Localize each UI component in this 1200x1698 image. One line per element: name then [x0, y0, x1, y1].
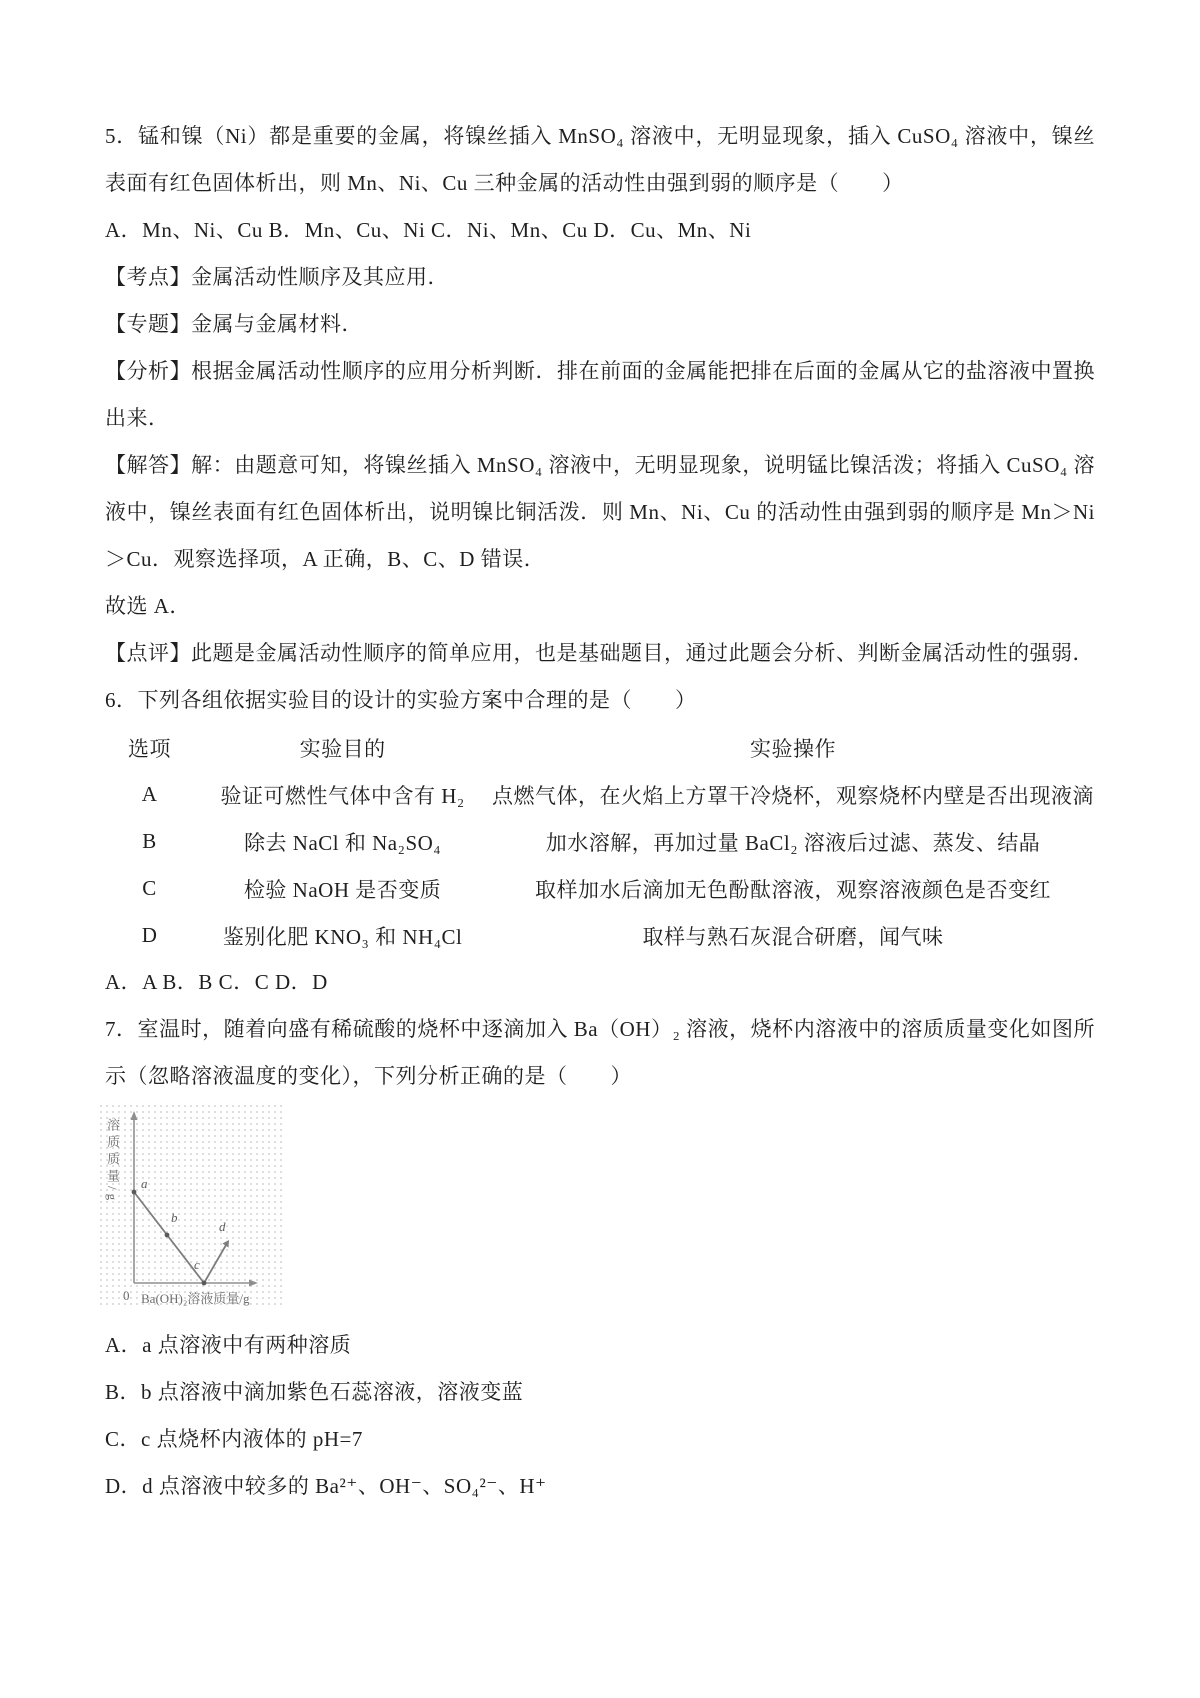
- chart-point-a-label: a: [141, 1176, 148, 1191]
- chart-origin-label: 0: [123, 1288, 130, 1303]
- chart-y-axis-label: 溶质质量/g: [105, 1118, 120, 1205]
- q6-experiment-table: [105, 724, 1095, 959]
- table-cell-operation: 加水溶解，再加过量 BaCl₂ 溶液后过滤、蒸发、结晶: [545, 830, 1041, 855]
- q7-stem: 7．室温时，随着向盛有稀硫酸的烧杯中逐滴加入 Ba（OH）₂ 溶液，烧杯内溶液中的溶质质量变化如图所示（忽略溶液温度的变化），下列分析正确的是（ ）: [105, 1017, 1095, 1088]
- table-cell-operation: 取样加水后滴加无色酚酞溶液，观察溶液颜色是否变红: [535, 877, 1052, 902]
- table-cell-goal: 鉴别化肥 KNO₃ 和 NH₄Cl: [222, 924, 463, 949]
- q5-fenxi: 【分析】根据金属活动性顺序的应用分析判断．排在前面的金属能把排在后面的金属从它的盐溶液中置换出来．: [105, 359, 1095, 430]
- table-cell-goal: 除去 NaCl 和 Na₂SO₄: [244, 830, 442, 855]
- table-cell-option: A: [141, 782, 158, 806]
- table-cell-operation: 取样与熟石灰混合研磨，闻气味: [642, 924, 944, 949]
- table-cell-goal: 验证可燃性气体中含有 H₂: [220, 783, 465, 808]
- q7-option-d: D．d 点溶液中较多的 Ba²⁺、OH⁻、SO₄²⁻、H⁺: [105, 1474, 547, 1498]
- table-cell-operation: 点燃气体，在火焰上方罩干冷烧杯，观察烧杯内壁是否出现液滴: [492, 783, 1095, 808]
- q5-guxuan: 故选 A．: [105, 594, 191, 618]
- table-cell-goal: 检验 NaOH 是否变质: [243, 877, 442, 902]
- table-cell-option: D: [141, 923, 158, 947]
- table-cell-option: B: [142, 829, 157, 853]
- table-header-goal: 实验目的: [299, 736, 386, 761]
- table-cell-option: C: [142, 876, 157, 900]
- chart-point-b-label: b: [171, 1210, 178, 1225]
- chart-axes-and-curve: [97, 1102, 282, 1308]
- q7-solute-mass-chart: [97, 1102, 282, 1308]
- q7-option-c: C．c 点烧杯内液体的 pH=7: [105, 1427, 363, 1451]
- table-header-option: 选项: [128, 736, 172, 761]
- q5-zhuanti: 【专题】金属与金属材料．: [105, 312, 363, 336]
- table-row: [105, 818, 1095, 865]
- table-header-operation: 实验操作: [750, 736, 837, 761]
- chart-point-c-label: c: [194, 1257, 200, 1272]
- q5-options-line: A．Mn、Ni、Cu B．Mn、Cu、Ni C．Ni、Mn、Cu D．Cu、Mn、Ni: [105, 218, 752, 242]
- q5-kaodian: 【考点】金属活动性顺序及其应用．: [105, 265, 449, 289]
- q5-stem: 5．锰和镍（Ni）都是重要的金属，将镍丝插入 MnSO₄ 溶液中，无明显现象，插入 CuSO₄ 溶液中，镍丝表面有红色固体析出，则 Mn、Ni、Cu 三种金属的活动性由强到弱的顺序是（ ）: [105, 124, 1095, 195]
- table-row: [105, 865, 1095, 912]
- table-row: [105, 912, 1095, 959]
- q5-jieda: 【解答】解：由题意可知，将镍丝插入 MnSO₄ 溶液中，无明显现象，说明锰比镍活泼；将插入 CuSO₄ 溶液中，镍丝表面有红色固体析出，说明镍比铜活泼．则 Mn、Ni、Cu 的活动性由强到弱的顺序是 Mn＞Ni＞Cu．观察选择项，A 正确，B、C、D 错误．: [105, 453, 1095, 571]
- q6-answer-line: A．A B．B C．C D．D: [105, 970, 328, 994]
- q5-dianping: 【点评】此题是金属活动性顺序的简单应用，也是基础题目，通过此题会分析、判断金属活动性的强弱．: [105, 641, 1094, 665]
- table-header-row: [105, 724, 1095, 771]
- q6-stem: 6．下列各组依据实验目的设计的实验方案中合理的是（ ）: [105, 688, 697, 712]
- table-row: [105, 771, 1095, 818]
- chart-x-axis-label: Ba(OH)₂溶液质量/g: [141, 1291, 250, 1306]
- chart-point-d-label: d: [219, 1219, 226, 1234]
- q7-option-a: A．a 点溶液中有两种溶质: [105, 1333, 352, 1357]
- q7-option-b: B．b 点溶液中滴加紫色石蕊溶液，溶液变蓝: [105, 1380, 524, 1404]
